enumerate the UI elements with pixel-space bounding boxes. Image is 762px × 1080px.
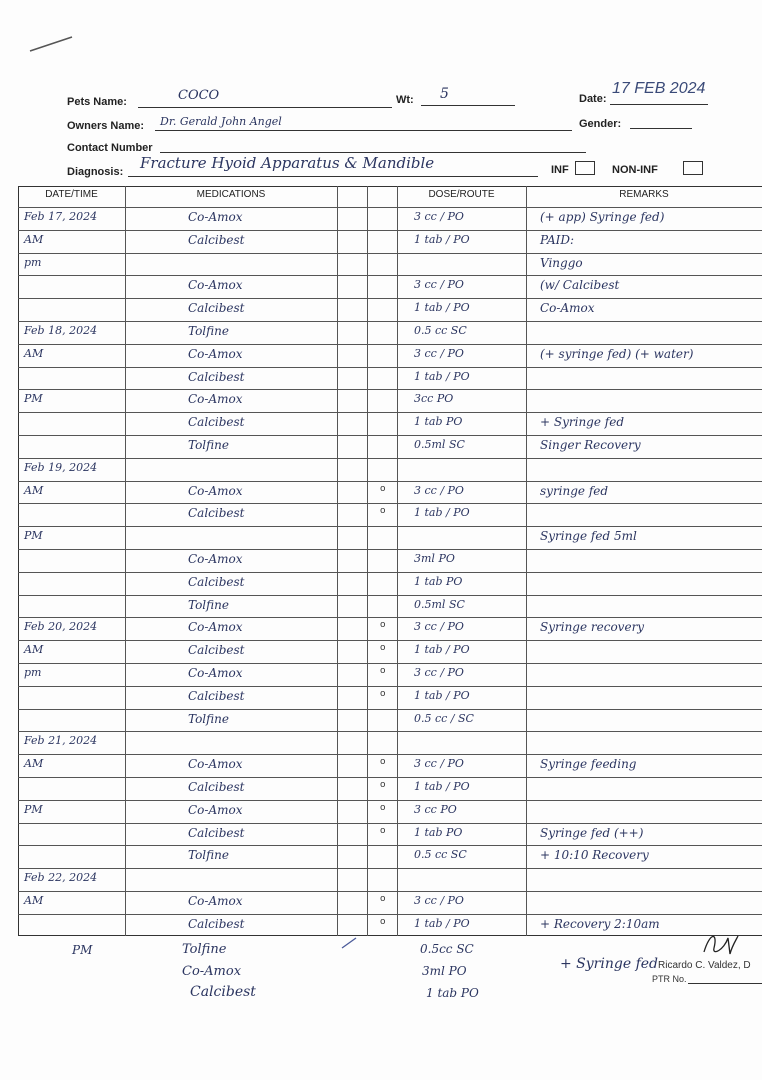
below-dose-2: 3ml PO — [422, 964, 467, 978]
owners-name-value: Dr. Gerald John Angel — [160, 115, 282, 128]
cell-date: PM — [24, 392, 43, 405]
cell-dose: 0.5ml SC — [414, 438, 465, 451]
cell-remark: Syringe recovery — [540, 620, 645, 634]
row-divider — [18, 207, 762, 208]
row-divider — [18, 595, 762, 596]
cell-dose: 1 tab / PO — [414, 301, 470, 314]
cell-dose: 1 tab / PO — [414, 233, 470, 246]
cell-remark: PAID: — [540, 233, 575, 247]
below-med-2: Co-Amox — [182, 964, 242, 979]
cell-date: AM — [24, 347, 44, 360]
cell-date: pm — [24, 256, 42, 269]
row-divider — [18, 435, 762, 436]
check-tick-mark — [340, 936, 360, 950]
cell-remark: + 10:10 Recovery — [540, 848, 649, 862]
cell-dose: 1 tab PO — [414, 415, 463, 428]
cell-dose: 3ml PO — [414, 552, 455, 565]
cell-mark: o — [380, 666, 386, 676]
date-value: 17 FEB 2024 — [612, 80, 706, 97]
cell-medication: Calcibest — [188, 917, 245, 931]
cell-medication: Calcibest — [188, 415, 245, 429]
cell-medication: Co-Amox — [188, 210, 243, 224]
cell-medication: Co-Amox — [188, 347, 243, 361]
owners-name-label: Owners Name: — [67, 120, 145, 132]
row-divider — [18, 275, 762, 276]
date-label: Date: — [579, 93, 607, 105]
cell-medication: Co-Amox — [188, 392, 243, 406]
cell-dose: 1 tab / PO — [414, 917, 470, 930]
row-divider — [18, 458, 762, 459]
pets-name-value: COCO — [178, 88, 220, 103]
header-remarks: REMARKS — [619, 189, 669, 200]
cell-medication: Tolfine — [188, 712, 229, 726]
cell-medication: Calcibest — [188, 233, 245, 247]
cell-remark: Singer Recovery — [540, 438, 641, 452]
row-divider — [18, 640, 762, 641]
below-remark: + Syringe fed — [560, 956, 658, 972]
below-dose-3: 1 tab PO — [426, 986, 479, 1000]
cell-mark: o — [380, 780, 386, 790]
row-divider — [18, 572, 762, 573]
cell-mark: o — [380, 917, 386, 927]
vet-name: Ricardo C. Valdez, D — [658, 960, 751, 971]
cell-dose: 3 cc / PO — [414, 757, 464, 770]
wt-label: Wt: — [396, 94, 414, 106]
row-divider — [18, 777, 762, 778]
cell-remark: + Recovery 2:10am — [540, 917, 660, 931]
header-date-time: DATE/TIME — [45, 189, 98, 200]
cell-date: AM — [24, 233, 44, 246]
cell-mark: o — [380, 894, 386, 904]
cell-remark: Vinggo — [540, 256, 583, 270]
row-divider — [18, 868, 762, 869]
inf-label: INF — [551, 164, 569, 176]
cell-medication: Calcibest — [188, 301, 245, 315]
cell-medication: Co-Amox — [188, 803, 243, 817]
inf-checkbox[interactable] — [575, 161, 595, 175]
cell-date: Feb 17, 2024 — [24, 210, 98, 223]
cell-medication: Calcibest — [188, 780, 245, 794]
cell-mark: o — [380, 803, 386, 813]
cell-remark: (+ app) Syringe fed) — [540, 210, 665, 224]
cell-medication: Calcibest — [188, 643, 245, 657]
diagnosis-label: Diagnosis: — [67, 166, 124, 178]
row-divider — [18, 481, 762, 482]
cell-medication: Tolfine — [188, 324, 229, 338]
cell-dose: 1 tab / PO — [414, 689, 470, 702]
cell-mark: o — [380, 689, 386, 699]
cell-medication: Calcibest — [188, 506, 245, 520]
cell-remark: (+ syringe fed) (+ water) — [540, 347, 694, 361]
cell-dose: 0.5 cc SC — [414, 848, 467, 861]
cell-dose: 1 tab PO — [414, 826, 463, 839]
cell-dose: 3 cc / PO — [414, 894, 464, 907]
cell-medication: Co-Amox — [188, 552, 243, 566]
cell-medication: Co-Amox — [188, 278, 243, 292]
cell-dose: 1 tab PO — [414, 575, 463, 588]
row-divider — [18, 367, 762, 368]
cell-dose: 3 cc / PO — [414, 620, 464, 633]
row-divider — [18, 709, 762, 710]
cell-date: AM — [24, 484, 44, 497]
cell-medication: Tolfine — [188, 598, 229, 612]
row-divider — [18, 298, 762, 299]
below-med-1: Tolfine — [182, 942, 227, 957]
cell-medication: Co-Amox — [188, 757, 243, 771]
row-divider — [18, 321, 762, 322]
cell-date: Feb 21, 2024 — [24, 734, 98, 747]
row-divider — [18, 845, 762, 846]
below-med-3: Calcibest — [190, 984, 256, 1000]
cell-medication: Co-Amox — [188, 666, 243, 680]
cell-date: PM — [24, 529, 43, 542]
below-time: PM — [72, 943, 93, 957]
cell-date: AM — [24, 643, 44, 656]
row-divider — [18, 914, 762, 915]
row-divider — [18, 823, 762, 824]
cell-dose: 1 tab / PO — [414, 643, 470, 656]
noninf-checkbox[interactable] — [683, 161, 703, 175]
header-dose-route: DOSE/ROUTE — [428, 189, 495, 200]
cell-date: AM — [24, 757, 44, 770]
cell-dose: 3cc PO — [414, 392, 454, 405]
row-divider — [18, 412, 762, 413]
noninf-label: NON-INF — [612, 164, 658, 176]
wt-value: 5 — [440, 86, 449, 102]
cell-medication: Co-Amox — [188, 894, 243, 908]
cell-mark: o — [380, 757, 386, 767]
cell-medication: Calcibest — [188, 826, 245, 840]
cell-dose: 3 cc / PO — [414, 484, 464, 497]
cell-dose: 1 tab / PO — [414, 370, 470, 383]
cell-remark: syringe fed — [540, 484, 609, 498]
cell-date: Feb 19, 2024 — [24, 461, 98, 474]
cell-date: pm — [24, 666, 42, 679]
gender-label: Gender: — [579, 118, 622, 130]
row-divider — [18, 230, 762, 231]
cell-mark: o — [380, 643, 386, 653]
cell-date: Feb 22, 2024 — [24, 871, 98, 884]
cell-medication: Tolfine — [188, 848, 229, 862]
row-divider — [18, 754, 762, 755]
cell-mark: o — [380, 826, 386, 836]
cell-dose: 3 cc / PO — [414, 210, 464, 223]
cell-dose: 3 cc PO — [414, 803, 457, 816]
cell-dose: 1 tab / PO — [414, 506, 470, 519]
row-divider — [18, 686, 762, 687]
row-divider — [18, 549, 762, 550]
cell-dose: 0.5 cc / SC — [414, 712, 474, 725]
cell-remark: Syringe fed (++) — [540, 826, 644, 840]
cell-remark: Co-Amox — [540, 301, 595, 315]
cell-medication: Calcibest — [188, 370, 245, 384]
row-divider — [18, 344, 762, 345]
pets-name-label: Pets Name: — [67, 96, 127, 108]
cell-medication: Calcibest — [188, 575, 245, 589]
cell-date: Feb 18, 2024 — [24, 324, 98, 337]
cell-medication: Co-Amox — [188, 484, 243, 498]
signature-scribble — [700, 930, 740, 960]
ptr-label: PTR No. — [652, 974, 687, 984]
row-divider — [18, 617, 762, 618]
row-divider — [18, 526, 762, 527]
cell-dose: 0.5 cc SC — [414, 324, 467, 337]
row-divider — [18, 800, 762, 801]
row-divider — [18, 731, 762, 732]
cell-dose: 3 cc / PO — [414, 347, 464, 360]
cell-remark: Syringe fed 5ml — [540, 529, 637, 543]
cell-dose: 0.5ml SC — [414, 598, 465, 611]
cell-medication: Co-Amox — [188, 620, 243, 634]
diagnosis-value: Fracture Hyoid Apparatus & Mandible — [140, 154, 435, 172]
cell-date: PM — [24, 803, 43, 816]
row-divider — [18, 663, 762, 664]
cell-mark: o — [380, 506, 386, 516]
below-dose-1: 0.5cc SC — [420, 942, 474, 956]
header-medications: MEDICATIONS — [196, 189, 266, 200]
cell-mark: o — [380, 620, 386, 630]
cell-date: AM — [24, 894, 44, 907]
cell-medication: Calcibest — [188, 689, 245, 703]
row-divider — [18, 253, 762, 254]
cell-dose: 3 cc / PO — [414, 278, 464, 291]
cell-dose: 1 tab / PO — [414, 780, 470, 793]
cell-date: Feb 20, 2024 — [24, 620, 98, 633]
pen-stroke-mark — [28, 34, 76, 54]
row-divider — [18, 503, 762, 504]
cell-remark: (w/ Calcibest — [540, 278, 620, 292]
cell-remark: Syringe feeding — [540, 757, 637, 771]
contact-number-label: Contact Number — [67, 142, 153, 154]
cell-mark: o — [380, 484, 386, 494]
cell-dose: 3 cc / PO — [414, 666, 464, 679]
row-divider — [18, 891, 762, 892]
cell-remark: + Syringe fed — [540, 415, 624, 429]
cell-medication: Tolfine — [188, 438, 229, 452]
row-divider — [18, 389, 762, 390]
